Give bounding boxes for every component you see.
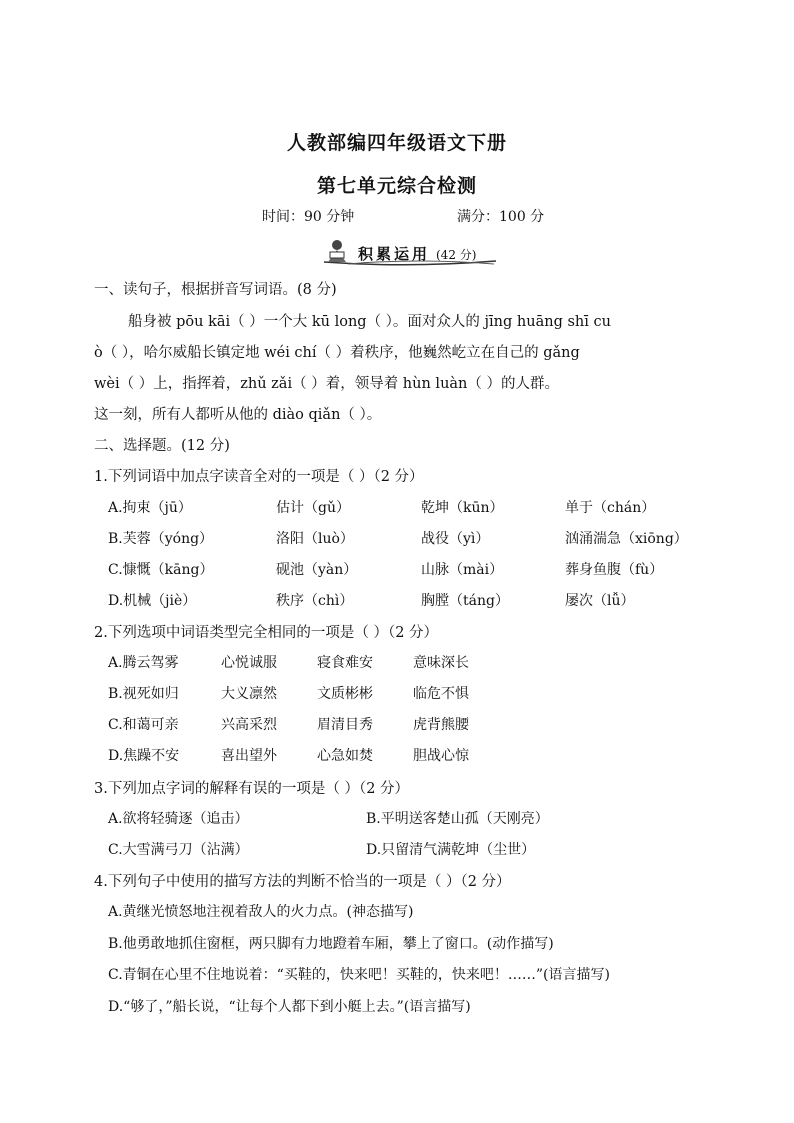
q2-2-option: 意味深长	[413, 655, 469, 671]
q2-2-option: 胆战心惊	[413, 748, 469, 764]
time-limit: 时间：90 分钟	[262, 209, 355, 225]
q2-2-option: A.腾云驾雾	[108, 655, 179, 671]
q2-heading: 二、选择题。(12 分)	[94, 438, 230, 454]
q2-1-option: 乾坤（kūn）	[421, 500, 504, 516]
q2-3-option: B.平明送客楚山孤（天刚亮）	[366, 811, 549, 827]
q2-1-option: D.机械（jiè）	[108, 593, 197, 609]
q1-heading: 一、读句子，根据拼音写词语。(8 分)	[94, 282, 337, 298]
q2-1-option: 秩序（chì）	[276, 593, 354, 609]
q2-1-option: 汹涌湍急（xiōng）	[565, 531, 688, 547]
q2-4-option: A.黄继光愤怒地注视着敌人的火力点。(神态描写)	[108, 904, 414, 920]
q2-2-option: 心悦诚服	[221, 655, 277, 671]
q1-line-2: ò（ ），哈尔威船长镇定地 wéi chí（ ）着秩序，他巍然屹立在自己的 gǎng	[94, 345, 580, 361]
q2-1-option: 单于（chán）	[565, 500, 656, 516]
q2-2-option: 虎背熊腰	[413, 717, 469, 733]
q1-line-3: wèi（ ）上，指挥着，zhǔ zǎi（ ）着，领导着 hùn luàn（ ）的人群。	[94, 376, 559, 392]
q2-1-option: 洛阳（luò）	[276, 531, 354, 547]
q2-2-option: 寝食难安	[317, 655, 373, 671]
section-points: (42 分)	[436, 248, 477, 262]
q2-2-option: 大义凛然	[221, 686, 277, 702]
q2-4-option: D.“够了，”船长说，“让每个人都下到小艇上去。”(语言描写)	[108, 999, 471, 1015]
q2-3-option: C.大雪满弓刀（沾满）	[108, 842, 249, 858]
q2-2-question: 2.下列选项中词语类型完全相同的一项是（ ）（2 分）	[94, 625, 439, 641]
section-banner	[318, 238, 500, 266]
q2-2-option: C.和蔼可亲	[108, 717, 179, 733]
q2-2-option: 眉清目秀	[317, 717, 373, 733]
q2-1-option: 估计（gǔ）	[276, 500, 350, 516]
q2-1-option: 葬身鱼腹（fù）	[565, 562, 664, 578]
q2-4-option: C.青铜在心里不住地说着：“买鞋的，快来吧！买鞋的，快来吧！……”(语言描写)	[108, 967, 610, 983]
full-score: 满分：100 分	[457, 209, 545, 225]
page-title: 人教部编四年级语文下册	[286, 132, 507, 154]
q2-2-option: B.视死如归	[108, 686, 179, 702]
q2-3-question: 3.下列加点字词的解释有误的一项是（ ）（2 分）	[94, 781, 410, 797]
q1-line-4: 这一刻，所有人都听从他的 diào qiǎn（ ）。	[94, 407, 382, 423]
page-subtitle: 第七单元综合检测	[316, 175, 477, 197]
student-reading-icon	[324, 238, 350, 264]
q2-1-option: A.拘束（jū）	[108, 500, 192, 516]
q2-3-option: D.只留清气满乾坤（尘世）	[366, 842, 536, 858]
q2-1-option: 砚池（yàn）	[276, 562, 358, 578]
q2-2-option: 喜出望外	[221, 748, 277, 764]
q2-2-option: 心急如焚	[317, 748, 373, 764]
q2-1-option: C.慷慨（kāng）	[108, 562, 214, 578]
q2-1-option: 山脉（mài）	[421, 562, 504, 578]
section-label: 积累运用	[358, 245, 431, 263]
q2-1-option: 屡次（lǚ）	[565, 593, 635, 609]
q2-2-option: 兴高采烈	[221, 717, 277, 733]
q2-4-question: 4.下列句子中使用的描写方法的判断不恰当的一项是（ ）（2 分）	[94, 874, 511, 890]
q2-2-option: D.焦躁不安	[108, 748, 180, 764]
q2-1-option: B.芙蓉（yóng）	[108, 531, 214, 547]
q2-2-option: 临危不惧	[413, 686, 469, 702]
q2-3-option: A.欲将轻骑逐（追击）	[108, 811, 249, 827]
q2-1-option: 胸膛（táng）	[421, 593, 509, 609]
q2-2-option: 文质彬彬	[317, 686, 373, 702]
q1-line-1: 船身被 pōu kāi（ ）一个大 kū long（ ）。面对众人的 jīng huāng shī cu	[128, 314, 611, 330]
q2-1-question: 1.下列词语中加点字读音全对的一项是（ ）（2 分）	[94, 469, 424, 485]
q2-4-option: B.他勇敢地抓住窗框，两只脚有力地蹬着车厢，攀上了窗口。(动作描写)	[108, 936, 554, 952]
q2-1-option: 战役（yì）	[421, 531, 490, 547]
